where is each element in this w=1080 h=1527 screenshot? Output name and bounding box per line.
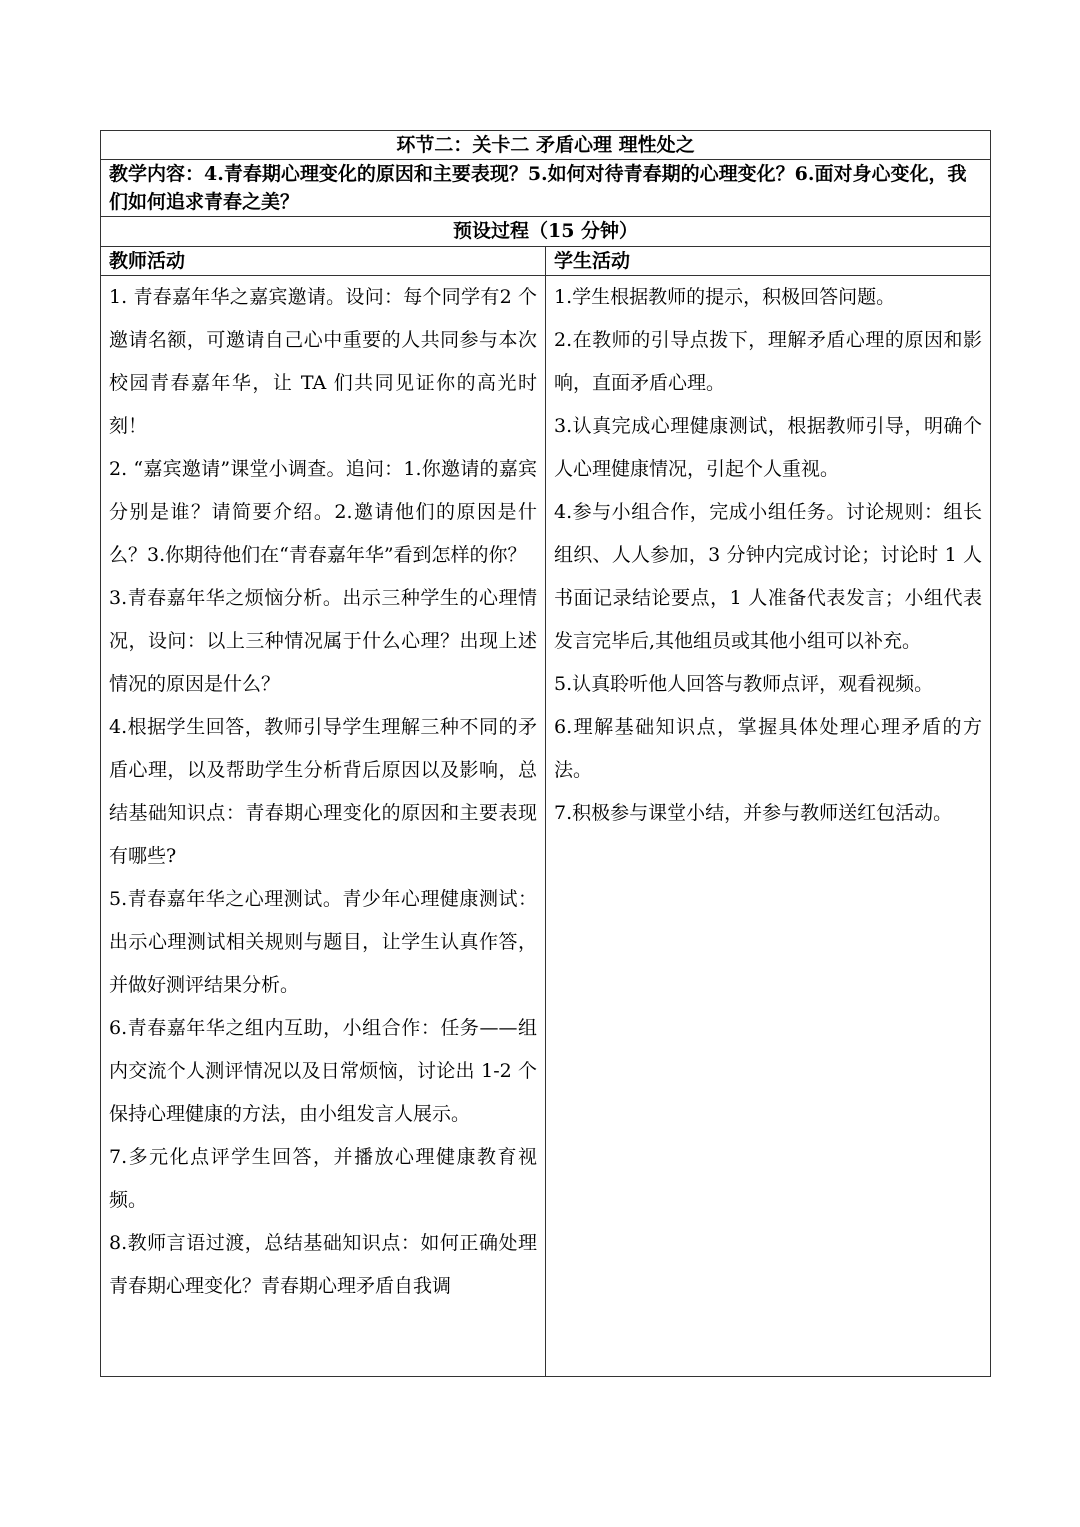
section-title: 环节二：关卡二 矛盾心理 理性处之 [101,131,991,160]
teacher-activity-cell [101,276,546,1377]
student-item: 2.在教师的引导点拨下，理解矛盾心理的原因和影响，直面矛盾心理。 [554,329,983,394]
teaching-content: 教学内容：4.青春期心理变化的原因和主要表现？5.如何对待青春期的心理变化？6.面对身心变化，我们如何追求青春之美？ [101,160,991,217]
teacher-item: 1. 青春嘉年华之嘉宾邀请。设问：每个同学有2 个邀请名额，可邀请自己心中重要的人共同参与本次校园青春嘉年华，让 TA 们共同见证你的高光时刻！ [109,286,537,437]
teacher-item: 8.教师言语过渡，总结基础知识点：如何正确处理青春期心理变化？青春期心理矛盾自我调 [109,1232,537,1297]
student-item: 3.认真完成心理健康测试，根据教师引导，明确个人心理健康情况，引起个人重视。 [554,415,983,480]
teacher-activity-header: 教师活动 [101,247,546,276]
student-item: 4.参与小组合作，完成小组任务。讨论规则：组长组织、人人参加，3 分钟内完成讨论；讨论时 1 人书面记录结论要点，1 人准备代表发言；小组代表发言完毕后,其他组员或其他小组可以补充。 [554,501,983,652]
teacher-item: 7.多元化点评学生回答，并播放心理健康教育视频。 [109,1146,537,1211]
teacher-item: 5.青春嘉年华之心理测试。青少年心理健康测试：出示心理测试相关规则与题目，让学生认真作答，并做好测评结果分析。 [109,888,537,996]
student-item: 5.认真聆听他人回答与教师点评，观看视频。 [554,673,934,695]
student-item: 7.积极参与课堂小结，并参与教师送红包活动。 [554,802,953,824]
teacher-item: 2. “嘉宾邀请”课堂小调查。追问：1.你邀请的嘉宾分别是谁？请简要介绍。2.邀请他们的原因是什么？3.你期待他们在“青春嘉年华”看到怎样的你？ [109,458,537,566]
teacher-item: 6.青春嘉年华之组内互助，小组合作：任务——组内交流个人测评情况以及日常烦恼，讨论出 1-2 个保持心理健康的方法，由小组发言人展示。 [109,1017,537,1125]
student-activity-cell [546,276,991,1377]
teacher-item: 3.青春嘉年华之烦恼分析。出示三种学生的心理情况，设问：以上三种情况属于什么心理？出现上述情况的原因是什么？ [109,587,537,695]
student-item: 6.理解基础知识点，掌握具体处理心理矛盾的方法。 [554,716,983,781]
student-item: 1.学生根据教师的提示，积极回答问题。 [554,286,896,308]
student-activity-header: 学生活动 [546,247,991,276]
lesson-plan-table [100,130,991,1377]
teacher-item: 4.根据学生回答，教师引导学生理解三种不同的矛盾心理，以及帮助学生分析背后原因以及影响，总结基础知识点：青春期心理变化的原因和主要表现有哪些? [109,716,537,867]
process-title: 预设过程（15 分钟） [101,217,991,247]
